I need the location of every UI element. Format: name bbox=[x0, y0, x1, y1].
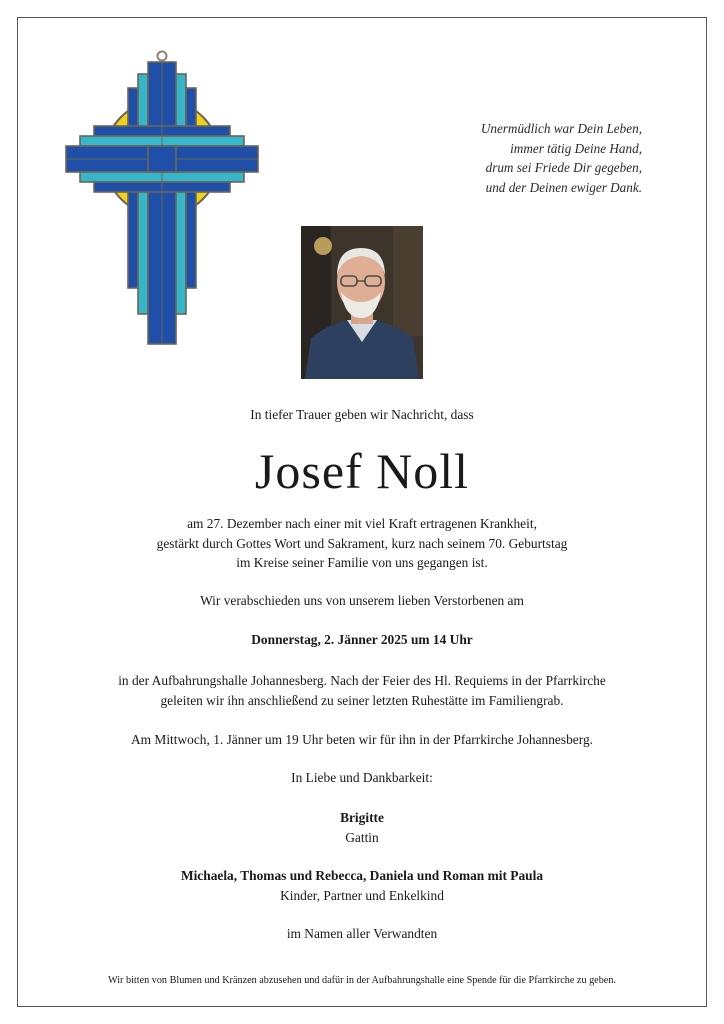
prayer-text: Am Mittwoch, 1. Jänner um 19 Uhr beten wir für ihn in der Pfarrkirche Johannesberg. bbox=[131, 732, 593, 747]
poem-line: drum sei Friede Dir gegeben, bbox=[485, 160, 642, 175]
poem-line: Unermüdlich war Dein Leben, bbox=[480, 121, 642, 136]
mourner-name: Brigitte bbox=[340, 810, 384, 825]
portrait-photo bbox=[301, 226, 423, 379]
passing-text: am 27. Dezember nach einer mit viel Kraft ertragenen Krankheit, gestärkt durch Gottes Wort und Sakrament, kurz nach seinem 70. Geburtstag im Kreise seiner Familie von uns gegangen ist. bbox=[156, 516, 568, 570]
mourner-relation: Gattin bbox=[345, 829, 379, 845]
intro-text: In tiefer Trauer geben wir Nachricht, dass bbox=[250, 407, 474, 422]
mourner-spouse bbox=[17, 808, 707, 847]
location-text: in der Aufbahrungshalle Johannesberg. Nach der Feier des Hl. Requiems in der Pfarrkirche geleiten wir ihn anschließend zu seiner letzten Ruhestätte im Familiengrab. bbox=[118, 673, 606, 708]
farewell-date: Donnerstag, 2. Jänner 2025 um 14 Uhr bbox=[251, 632, 473, 647]
mourner-children bbox=[17, 866, 707, 905]
deceased-name: Josef Noll bbox=[254, 443, 470, 499]
poem-line: und der Deinen ewiger Dank. bbox=[485, 179, 642, 195]
mourner-name: Michaela, Thomas und Rebecca, Daniela und Roman mit Paula bbox=[180, 868, 544, 883]
farewell-intro: Wir verabschieden uns von unserem lieben Verstorbenen am bbox=[200, 593, 524, 608]
poem bbox=[481, 119, 642, 197]
love-line: In Liebe und Dankbarkeit: bbox=[291, 770, 433, 785]
poem-line: immer tätig Deine Hand, bbox=[510, 140, 642, 156]
footer-note: Wir bitten von Blumen und Kränzen abzusehen und dafür in der Aufbahrungshalle eine Spende für die Pfarrkirche zu geben. bbox=[108, 975, 616, 986]
mourner-relation: Kinder, Partner und Enkelkind bbox=[280, 887, 444, 903]
relatives-line: im Namen aller Verwandten bbox=[286, 926, 438, 941]
stained-glass-cross-icon bbox=[62, 50, 262, 350]
